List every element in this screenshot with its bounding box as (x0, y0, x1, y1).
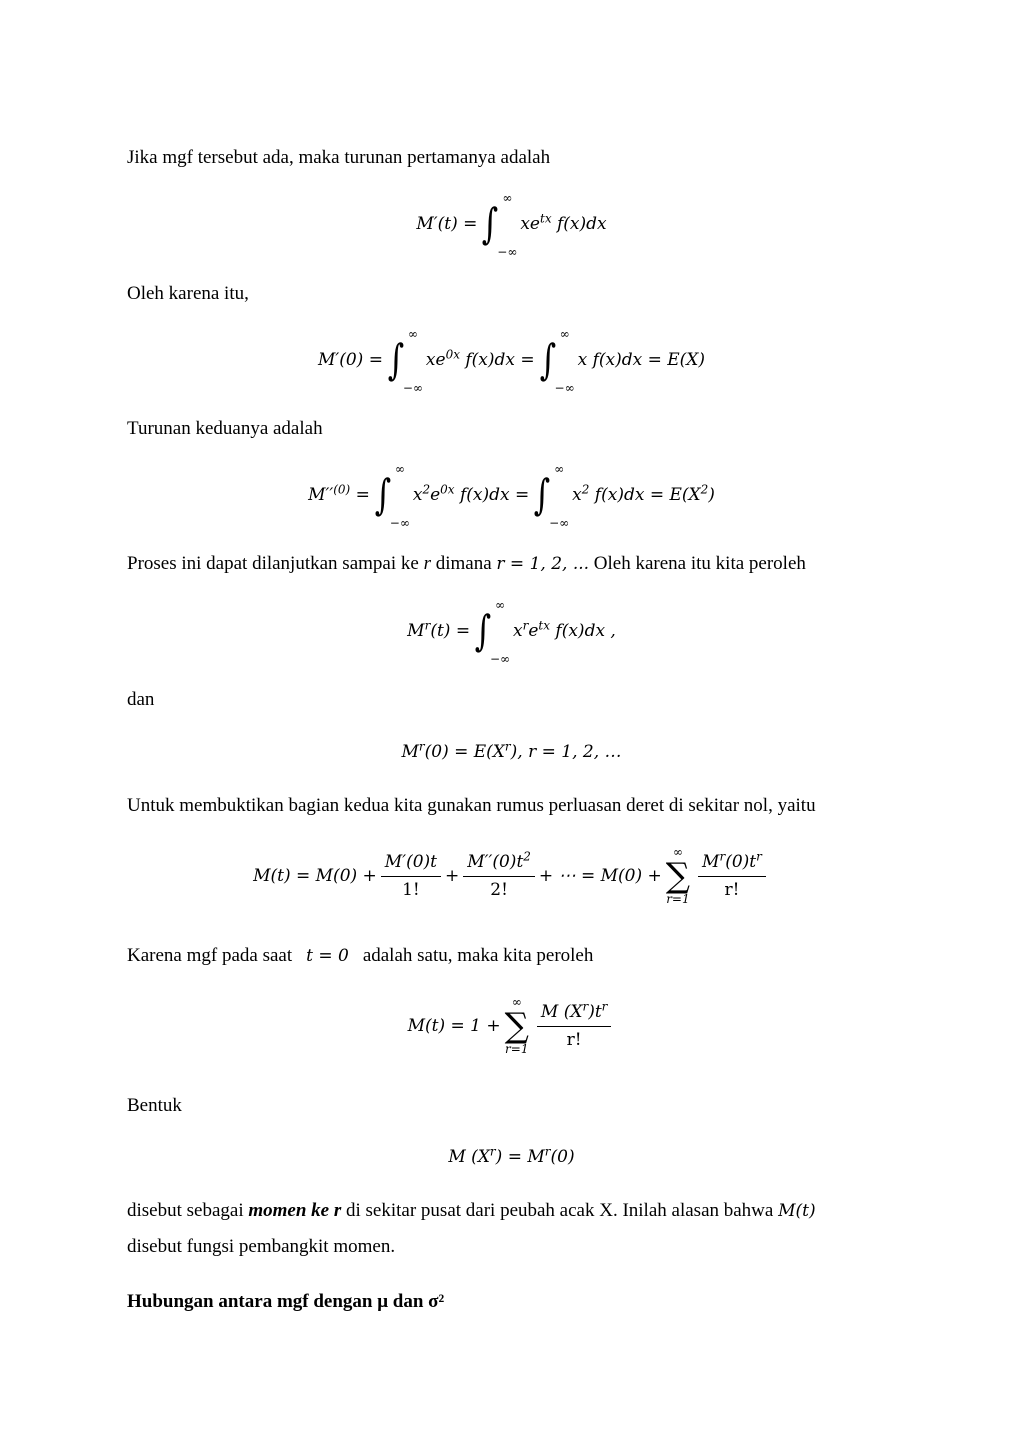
section-heading: Hubungan antara mgf dengan μ dan σ² (127, 1291, 445, 1312)
equation-series-expansion: M(t) = M(0) + $\frac{M'(0)t}{1!}$ + $\frac{M''(0)t^2}{2!}$ + ⋯ = M(0) + ∞ ∑ r=1 $\frac{M^r(0)t^r}{r!}$ (0, 846, 1023, 906)
equation-first-moment: M′(0) = ∫ ∞ −∞ $xe^{0x}$ f(x)dx = ∫ ∞ −∞ x f(x)dx = E(X) (317, 327, 706, 395)
equation-moment-identity: M $(X^r) = M^r(0)$ (448, 1144, 575, 1167)
paragraph-5: dan (127, 689, 155, 710)
equation-mgf-sum: M(t) = 1 + ∞ ∑ r=1 $\frac{M (X^r)t^r}{r!}$ (0, 996, 1023, 1056)
paragraph-3: Turunan keduanya adalah (127, 418, 323, 439)
summation-sign: ∞ ∑ r=1 (504, 995, 529, 1057)
paragraph-9: disebut sebagai momen ke r di sekitar pusat dari peubah acak X. Inilah alasan bahwa M(t) disebut fungsi pembangkit momen. (127, 1200, 816, 1257)
integral-sign: ∫ ∞ −∞ (482, 191, 518, 259)
integral-sign: ∫ ∞ −∞ (474, 598, 511, 666)
paragraph-8: Bentuk (127, 1095, 182, 1116)
equation-first-derivative: M′(t) = ∫ ∞ −∞ $xe^{tx}$ f(x)dx (416, 191, 607, 259)
equation-second-moment: $M''^{(0)}$ = ∫ ∞ −∞ $x^2e^{0x}$ f(x)dx = ∫ ∞ −∞ $x^2$ $f(x)dx = E(X^2)$ (308, 462, 715, 530)
fraction: $\frac{M^r(0)t^r}{r!}$ (698, 852, 766, 900)
paragraph-1: Jika mgf tersebut ada, maka turunan pertamanya adalah (127, 147, 551, 168)
fraction: $\frac{M''(0)t^2}{2!}$ (463, 852, 535, 900)
fraction: $\frac{M (X^r)t^r}{r!}$ (537, 1002, 612, 1050)
integral-sign: ∫ ∞ −∞ (533, 462, 570, 530)
equation-rth-moment: $M^r(0) = E(X^r)$, r = 1, 2, … (401, 739, 622, 762)
paragraph-6: Untuk membuktikan bagian kedua kita gunakan rumus perluasan deret di sekitar nol, yaitu (127, 795, 816, 816)
fraction: $\frac{M'(0)t}{1!}$ (381, 852, 441, 900)
integral-sign: ∫ ∞ −∞ (539, 327, 575, 395)
summation-sign: ∞ ∑ r=1 (665, 845, 691, 907)
integral-sign: ∫ ∞ −∞ (374, 462, 410, 530)
paragraph-7: Karena mgf pada saat t = 0 adalah satu, maka kita peroleh (127, 945, 594, 966)
integral-sign: ∫ ∞ −∞ (387, 327, 423, 395)
paragraph-2: Oleh karena itu, (127, 283, 249, 304)
paragraph-4: Proses ini dapat dilanjutkan sampai ke r dimana r = 1, 2, ... Oleh karena itu kita peroleh (127, 553, 806, 574)
equation-rth-derivative: $M^r(t)$ = ∫ ∞ −∞ $x^re^{tx}$ f(x)dx , (407, 598, 616, 666)
